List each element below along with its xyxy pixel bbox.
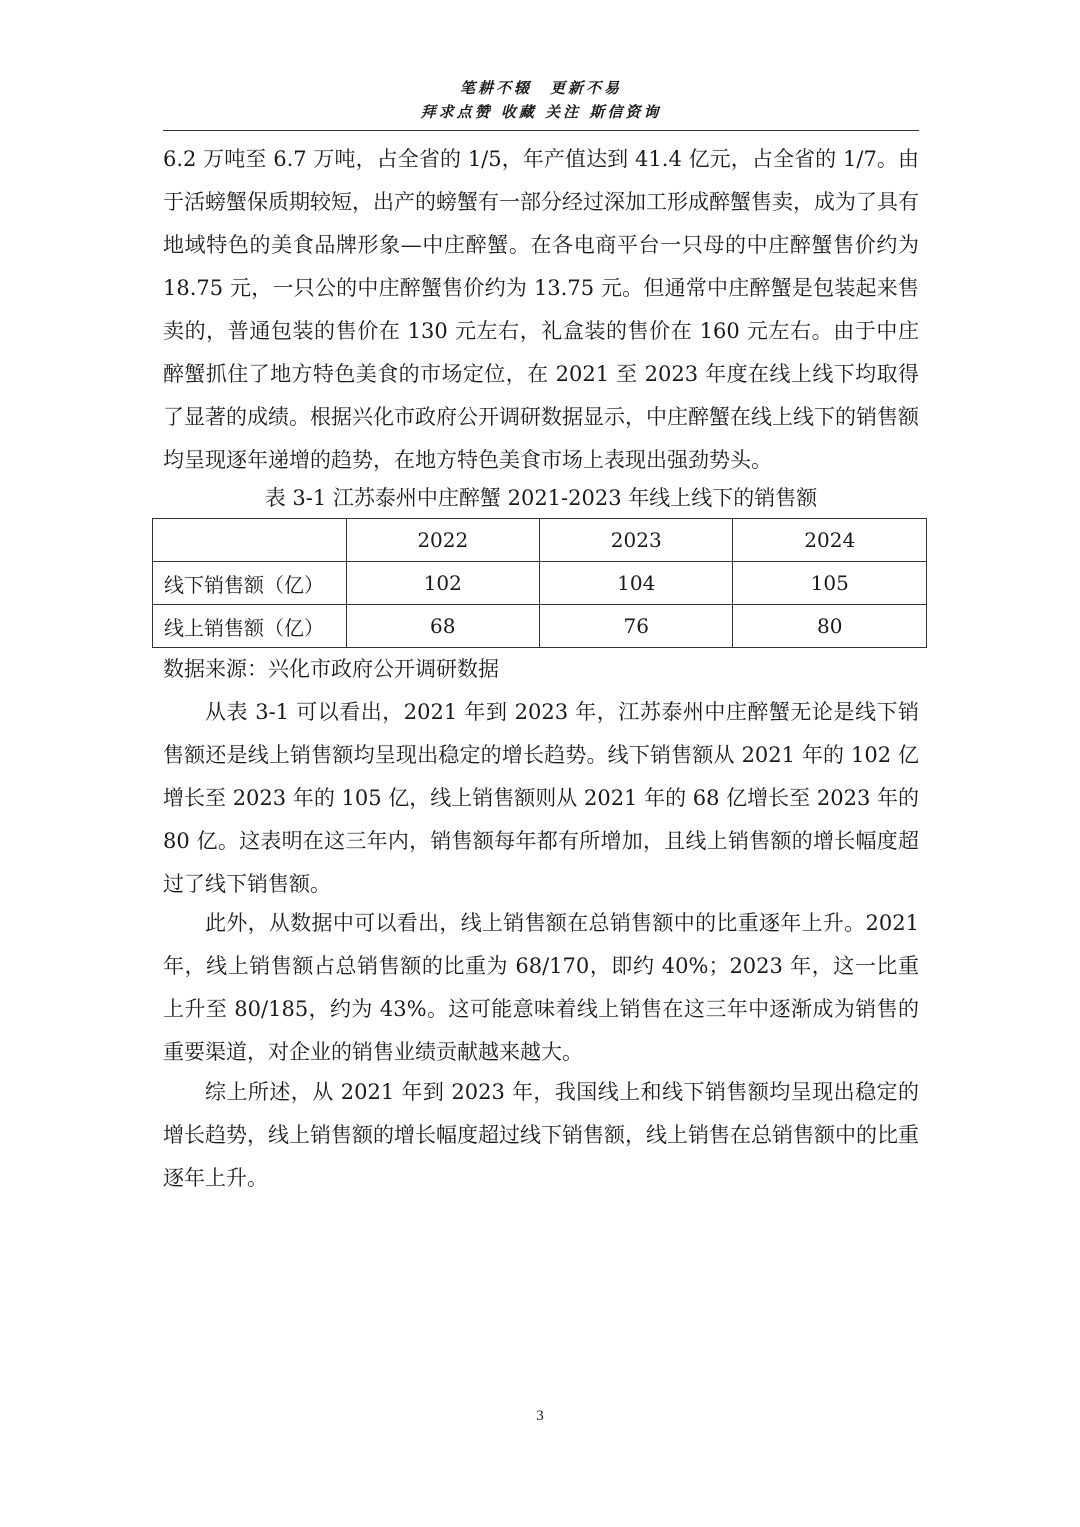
header-divider (163, 130, 919, 131)
table-caption: 表 3-1 江苏泰州中庄醉蟹 2021-2023 年线上线下的销售额 (264, 486, 818, 510)
paragraph-analysis: 从表 3-1 可以看出，2021 年到 2023 年，江苏泰州中庄醉蟹无论是线下销售额还是线上销售额均呈现出稳定的增长趋势。线下销售额从 2021 年的 102 亿增长至 2023 年的 105 亿，线上销售额则从 2021 年的 68 亿增长至 2023 年的 80 亿。这表明在这三年内，销售额每年都有所增加，且线上销售额的增长幅度超过了线下销售额。 (163, 700, 919, 896)
table-header-cell: 2024 (733, 519, 927, 562)
header-slogan: 笔耕不辍 更新不易 (459, 79, 622, 97)
table-header-cell (153, 519, 347, 562)
paragraph-summary: 综上所述，从 2021 年到 2023 年，我国线上和线下销售额均呈现出稳定的增长趋势，线上销售额的增长幅度超过线下销售额，线上销售在总销售额中的比重逐年上升。 (163, 1080, 919, 1190)
table-cell: 105 (733, 562, 927, 605)
table-cell: 102 (346, 562, 539, 605)
header-call-to-action: 拜求点赞 收藏 关注 斯信资询 (420, 103, 662, 121)
table-header-cell: 2023 (540, 519, 733, 562)
paragraph-intro: 6.2 万吨至 6.7 万吨，占全省的 1/5，年产值达到 41.4 亿元，占全省的 1/7。由于活螃蟹保质期较短，出产的螃蟹有一部分经过深加工形成醉蟹售卖，成为了具有地域特色的美食品牌形象—中庄醉蟹。在各电商平台一只母的中庄醉蟹售价约为 18.75 元，一只公的中庄醉蟹售价约为 13.75 元。但通常中庄醉蟹是包装起来售卖的，普通包装的售价在 130 元左右，礼盒装的售价在 160 元左右。由于中庄醉蟹抓住了地方特色美食的市场定位，在 2021 至 2023 年度在线上线下均取得了显著的成绩。根据兴化市政府公开调研数据显示，中庄醉蟹在线上线下的销售额均呈现逐年递增的趋势，在地方特色美食市场上表现出强劲势头。 (163, 147, 919, 472)
table-row (153, 562, 927, 605)
table-cell: 80 (733, 605, 927, 648)
table-header-cell: 2022 (346, 519, 539, 562)
page-number: 3 (536, 1408, 544, 1424)
table-row-label: 线上销售额（亿） (153, 605, 347, 648)
table-cell: 104 (540, 562, 733, 605)
table-header-row (153, 519, 927, 562)
table-source-note: 数据来源：兴化市政府公开调研数据 (163, 657, 499, 681)
table-row (153, 605, 927, 648)
table-row-label: 线下销售额（亿） (153, 562, 347, 605)
paragraph-online-share: 此外，从数据中可以看出，线上销售额在总销售额中的比重逐年上升。2021 年，线上销售额占总销售额的比重为 68/170，即约 40%；2023 年，这一比重上升至 80/185，约为 43%。这可能意味着线上销售在这三年中逐渐成为销售的重要渠道，对企业的销售业绩贡献越来越大。 (163, 911, 919, 1064)
table-cell: 68 (346, 605, 539, 648)
table-cell: 76 (540, 605, 733, 648)
page-header (163, 76, 919, 124)
sales-table (152, 518, 927, 648)
